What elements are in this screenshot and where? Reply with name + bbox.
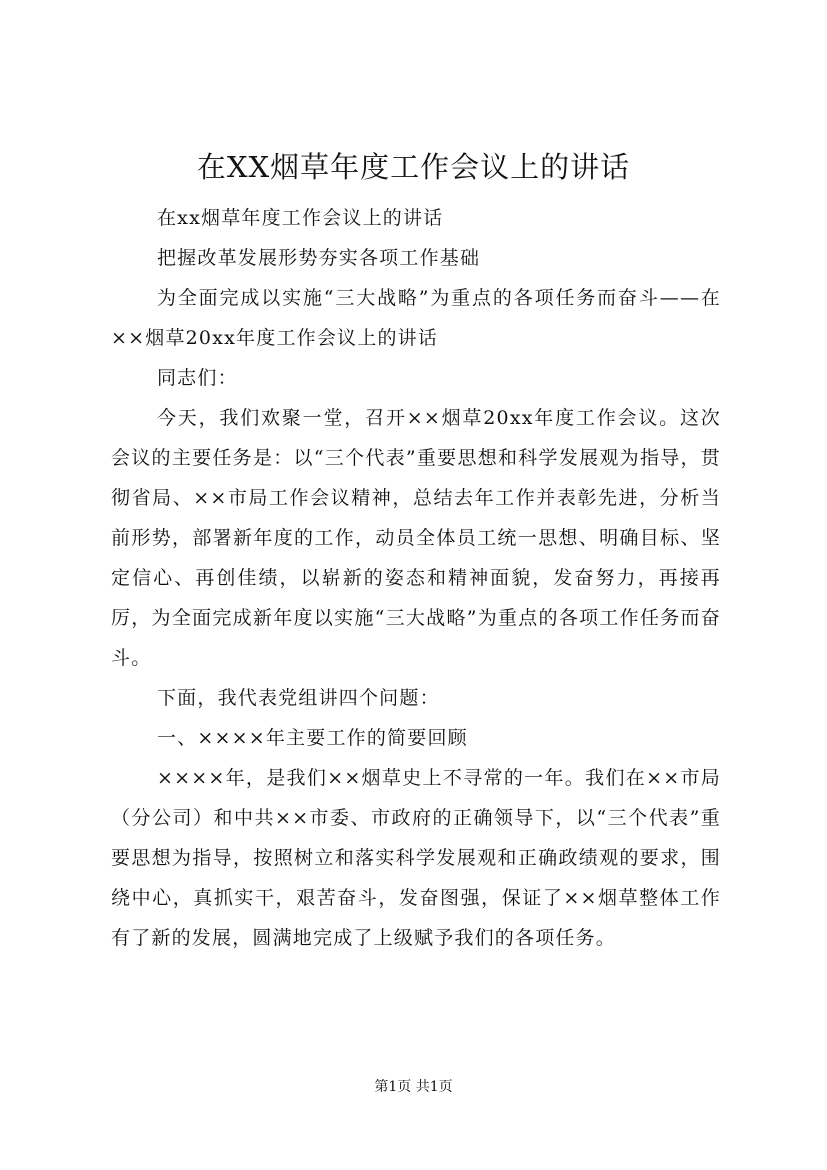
paragraph-theme: 把握改革发展形势夯实各项工作基础	[156, 247, 481, 269]
paragraph-subtitle: 在xx烟草年度工作会议上的讲话	[156, 207, 444, 229]
page-footer: 第1页 共1页	[374, 1079, 453, 1095]
paragraph-agenda: 下面，我代表党组讲四个问题：	[156, 687, 440, 709]
paragraph-salutation: 同志们：	[156, 367, 238, 389]
paragraph-introduction: 今天，我们欢聚一堂，召开××烟草20xx年度工作会议。这次会议的主要任务是：以“三个代表”重要思想和科学发展观为指导，贯彻省局、××市局工作会议精神，总结去年工作并表彰先进，分析当前形势，部署新年度的工作，动员全体员工统一思想、明确目标、坚定信心、再创佳绩，以崭新的姿态和精神面貌，发奋努力，再接再厉，为全面完成新年度以实施“三大战略”为重点的各项工作任务而奋斗。	[111, 407, 721, 669]
paragraph-review: ××××年，是我们××烟草史上不寻常的一年。我们在××市局（分公司）和中共××市委、市政府的正确领导下，以“三个代表”重要思想为指导，按照树立和落实科学发展观和正确政绩观的要求，围绕中心，真抓实干，艰苦奋斗，发奋图强，保证了××烟草整体工作有了新的发展，圆满地完成了上级赋予我们的各项任务。	[111, 767, 721, 949]
paragraph-heading: 为全面完成以实施“三大战略”为重点的各项任务而奋斗——在××烟草20xx年度工作会议上的讲话	[111, 287, 721, 349]
document-body	[111, 198, 721, 958]
section-heading-review: 一、××××年主要工作的简要回顾	[156, 727, 468, 749]
document-title: 在XX烟草年度工作会议上的讲话	[196, 150, 631, 184]
